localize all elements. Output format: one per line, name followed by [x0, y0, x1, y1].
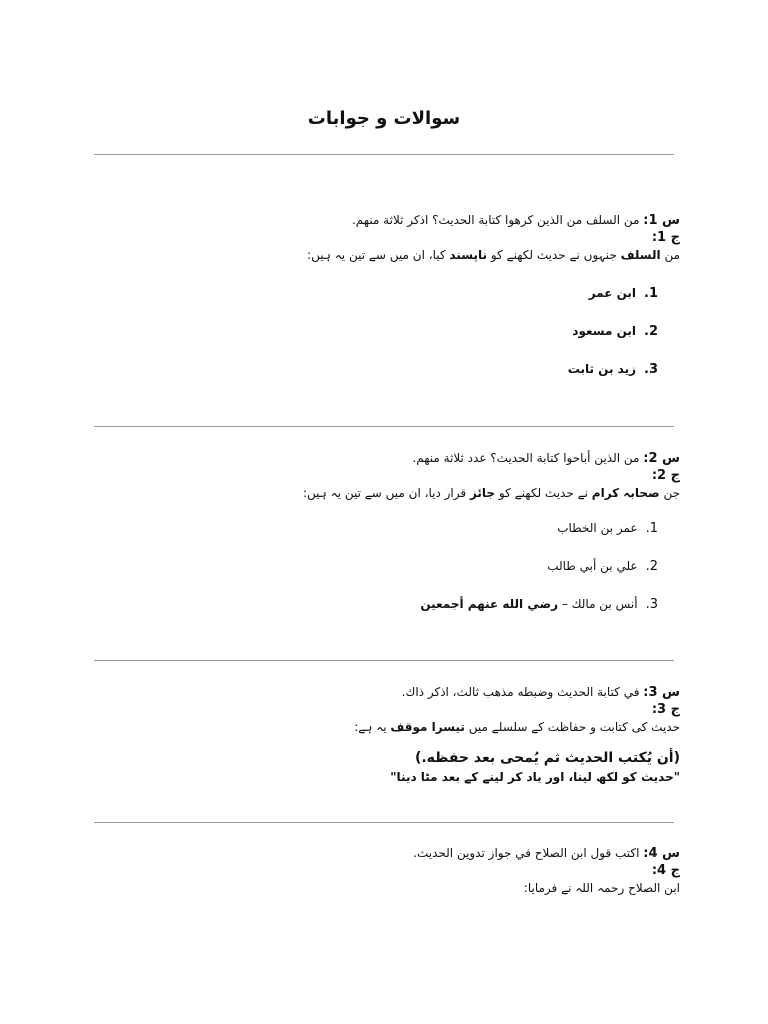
answer-tag: ج 2: [651, 468, 680, 483]
list-text: علي بن أبي طالب [547, 559, 638, 573]
intro-text: حدیث کی کتابت و حفاظت کے سلسلے میں [468, 720, 680, 734]
divider [94, 660, 674, 661]
divider [94, 426, 674, 427]
question-text: اکتب قول ابن الصلاح في جواز تدوین الحدیث. [413, 846, 640, 860]
list-item [557, 521, 658, 536]
answer-tag: ج 3: [651, 702, 680, 717]
page-title: سوالات و جوابات [307, 108, 461, 129]
list-text: ابن عمر [588, 286, 636, 300]
question-text: من الذین أباحوا کتابة الحدیث؟ عدد ثلاثة منھم. [412, 451, 640, 465]
answer-tag: ج 4: [651, 863, 680, 878]
intro-bold-text: ناپسند [449, 248, 487, 262]
answer-intro [94, 880, 680, 897]
question-2 [94, 450, 680, 467]
list-number: 1. [644, 286, 658, 301]
question-3 [94, 684, 680, 701]
list-text: عمر بن الخطاب [557, 521, 638, 535]
question-tag: س 3: [643, 685, 680, 700]
intro-bold-text: السلف [620, 248, 661, 262]
intro-text: من [664, 248, 680, 262]
question-tag: س 4: [643, 846, 680, 861]
section-3 [94, 684, 680, 786]
intro-text: یہ ہے: [354, 720, 387, 734]
list-item [568, 362, 658, 377]
list-text: زید بن ثابت [567, 362, 636, 376]
question-text: في کتابة الحدیث وضبطه مذھب ثالث، اذکر ذاك. [401, 685, 640, 699]
list-item [572, 324, 658, 339]
divider [94, 154, 674, 155]
list-item [589, 286, 658, 301]
list-text: أنس بن مالك – [561, 597, 638, 611]
list-number: 3. [644, 362, 658, 377]
list-item [547, 559, 658, 574]
intro-bold-text: جائز [469, 486, 496, 500]
intro-bold-text: صحابہ کرام [591, 486, 660, 500]
list-item [420, 597, 658, 612]
list-number: 2. [645, 559, 658, 574]
answer-intro [94, 485, 680, 502]
question-1 [94, 212, 680, 229]
intro-text: قرار دیا، ان میں سے تین یہ ہیں: [303, 486, 467, 500]
section-1 [94, 212, 680, 264]
intro-text: جن [663, 486, 680, 500]
quote-arabic: (أن يُكتب الحديث ثم يُمحى بعد حفظه.) [414, 750, 680, 766]
quote-urdu: "حدیث کو لکھ لینا، اور یاد کر لینے کے بعد مٹا دینا" [390, 770, 680, 784]
answer-tag: ج 1: [651, 230, 680, 245]
question-tag: س 2: [643, 451, 680, 466]
question-tag: س 1: [643, 213, 680, 228]
answer-intro [94, 719, 680, 736]
list-number: 1. [645, 521, 658, 536]
question-4 [94, 845, 680, 862]
section-4 [94, 845, 680, 897]
intro-text: ابن الصلاح رحمہ اللہ نے فرمایا: [523, 881, 680, 895]
section-2 [94, 450, 680, 502]
list-number: 2. [644, 324, 658, 339]
divider [94, 822, 674, 823]
intro-text: جنہوں نے حدیث لکھنے کو [490, 248, 617, 262]
answer-intro [94, 247, 680, 264]
list-text: ابن مسعود [572, 324, 636, 338]
intro-text: کیا، ان میں سے تین یہ ہیں: [307, 248, 446, 262]
question-text: من السلف من الذین کرھوا کتابة الحدیث؟ اذکر ثلاثة منھم. [351, 213, 640, 227]
list-number: 3. [645, 597, 658, 612]
intro-text: نے حدیث لکھنے کو [498, 486, 588, 500]
list-bold-suffix: رضي الله عنهم أجمعين [420, 597, 558, 611]
intro-bold-text: تیسرا موقف [390, 720, 465, 734]
